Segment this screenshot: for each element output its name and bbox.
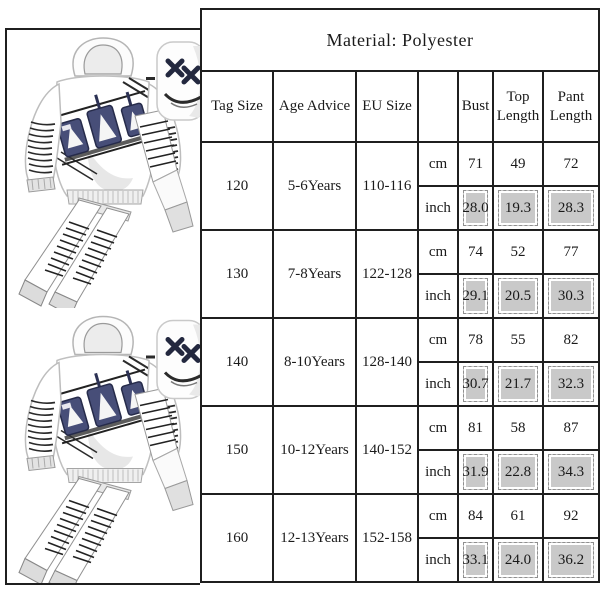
pant-length-cm-value: 92 xyxy=(543,494,599,538)
unit-inch-label: inch xyxy=(418,450,458,494)
pant-length-inch-cell xyxy=(543,186,599,230)
product-photo-panel xyxy=(5,28,200,585)
eu-size-cell: 140-152 xyxy=(356,406,418,494)
tag-size-cell: 130 xyxy=(201,230,273,318)
pant-length-cm-value: 72 xyxy=(543,142,599,186)
unit-inch-label: inch xyxy=(418,274,458,318)
pant-length-inch-value: 32.3 xyxy=(548,366,594,402)
size-chart-table xyxy=(200,8,600,583)
unit-cm-label: cm xyxy=(418,230,458,274)
tag-size-cell: 150 xyxy=(201,406,273,494)
unit-cm-label: cm xyxy=(418,318,458,362)
top-length-inch-cell xyxy=(493,362,543,406)
top-length-inch-cell xyxy=(493,538,543,582)
col-header-unit xyxy=(418,71,458,142)
tag-size-cell: 160 xyxy=(201,494,273,582)
bust-inch-value: 28.0 xyxy=(463,190,488,226)
pant-length-cm-value: 82 xyxy=(543,318,599,362)
top-length-inch-value: 19.3 xyxy=(498,190,538,226)
top-length-inch-value: 20.5 xyxy=(498,278,538,314)
product-photo-bottom xyxy=(7,308,200,585)
unit-inch-label: inch xyxy=(418,362,458,406)
top-length-cm-value: 61 xyxy=(493,494,543,538)
bust-inch-value: 31.9 xyxy=(463,454,488,490)
unit-inch-label: inch xyxy=(418,538,458,582)
top-length-cm-value: 58 xyxy=(493,406,543,450)
pant-length-cm-value: 87 xyxy=(543,406,599,450)
top-length-inch-value: 22.8 xyxy=(498,454,538,490)
col-header-age-advice: Age Advice xyxy=(273,71,356,142)
pant-length-inch-cell xyxy=(543,274,599,318)
bust-cm-value: 74 xyxy=(458,230,493,274)
bust-inch-cell xyxy=(458,186,493,230)
bust-inch-value: 30.7 xyxy=(463,366,488,402)
bust-inch-cell xyxy=(458,450,493,494)
col-header-bust: Bust xyxy=(458,71,493,142)
bust-inch-cell xyxy=(458,538,493,582)
eu-size-cell: 128-140 xyxy=(356,318,418,406)
bust-inch-value: 29.1 xyxy=(463,278,488,314)
age-advice-cell: 5-6Years xyxy=(273,142,356,230)
top-length-cm-value: 52 xyxy=(493,230,543,274)
pant-length-inch-cell xyxy=(543,538,599,582)
pant-length-inch-value: 36.2 xyxy=(548,542,594,578)
col-header-pant-length: Pant Length xyxy=(543,71,599,142)
age-advice-cell: 10-12Years xyxy=(273,406,356,494)
pant-length-inch-cell xyxy=(543,450,599,494)
top-length-cm-value: 55 xyxy=(493,318,543,362)
top-length-cm-value: 49 xyxy=(493,142,543,186)
top-length-inch-value: 24.0 xyxy=(498,542,538,578)
col-header-eu-size: EU Size xyxy=(356,71,418,142)
top-length-inch-cell xyxy=(493,450,543,494)
age-advice-cell: 12-13Years xyxy=(273,494,356,582)
top-length-inch-value: 21.7 xyxy=(498,366,538,402)
col-header-tag-size: Tag Size xyxy=(201,71,273,142)
bust-cm-value: 81 xyxy=(458,406,493,450)
bust-cm-value: 71 xyxy=(458,142,493,186)
eu-size-cell: 110-116 xyxy=(356,142,418,230)
product-photo-top xyxy=(7,30,200,308)
bust-inch-cell xyxy=(458,274,493,318)
top-length-inch-cell xyxy=(493,274,543,318)
age-advice-cell: 7-8Years xyxy=(273,230,356,318)
eu-size-cell: 152-158 xyxy=(356,494,418,582)
bust-inch-cell xyxy=(458,362,493,406)
tag-size-cell: 120 xyxy=(201,142,273,230)
pant-length-inch-value: 30.3 xyxy=(548,278,594,314)
material-label: Material: Polyester xyxy=(201,9,599,71)
age-advice-cell: 8-10Years xyxy=(273,318,356,406)
unit-inch-label: inch xyxy=(418,186,458,230)
pant-length-inch-value: 34.3 xyxy=(548,454,594,490)
unit-cm-label: cm xyxy=(418,406,458,450)
bust-cm-value: 84 xyxy=(458,494,493,538)
unit-cm-label: cm xyxy=(418,142,458,186)
bust-inch-value: 33.1 xyxy=(463,542,488,578)
pant-length-inch-cell xyxy=(543,362,599,406)
tag-size-cell: 140 xyxy=(201,318,273,406)
bust-cm-value: 78 xyxy=(458,318,493,362)
eu-size-cell: 122-128 xyxy=(356,230,418,318)
col-header-top-length: Top Length xyxy=(493,71,543,142)
pant-length-cm-value: 77 xyxy=(543,230,599,274)
pant-length-inch-value: 28.3 xyxy=(548,190,594,226)
top-length-inch-cell xyxy=(493,186,543,230)
unit-cm-label: cm xyxy=(418,494,458,538)
